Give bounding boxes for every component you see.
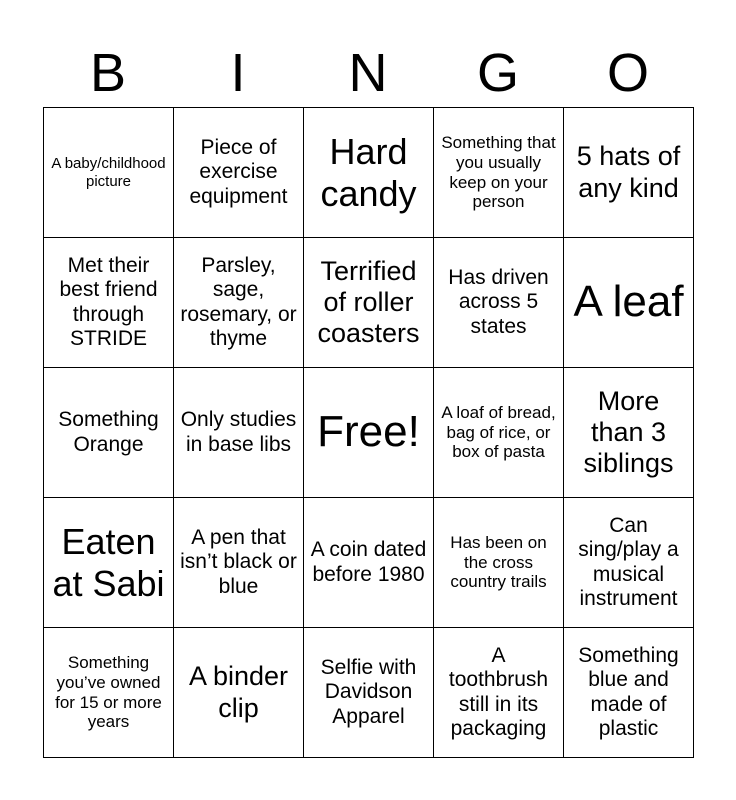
bingo-board <box>43 107 694 758</box>
bingo-cell[interactable]: Something that you usually keep on your person <box>434 108 564 238</box>
bingo-cell[interactable]: Can sing/play a musical instrument <box>564 498 694 628</box>
bingo-cell[interactable]: Something you’ve owned for 15 or more years <box>44 628 174 758</box>
header-letter-g: G <box>476 43 519 103</box>
header-letter-n: N <box>348 43 388 103</box>
bingo-cell[interactable]: Eaten at Sabi <box>44 498 174 628</box>
bingo-cell[interactable]: Has driven across 5 states <box>434 238 564 368</box>
bingo-cell[interactable]: Selfie with Davidson Apparel <box>304 628 434 758</box>
header-letter-i: I <box>230 43 246 103</box>
bingo-cell[interactable]: A leaf <box>564 238 694 368</box>
header-letter-o: O <box>606 43 649 103</box>
bingo-cell[interactable]: Something blue and made of plastic <box>564 628 694 758</box>
bingo-cell[interactable]: A binder clip <box>174 628 304 758</box>
bingo-cell[interactable]: A baby/childhood picture <box>44 108 174 238</box>
bingo-cell[interactable]: Met their best friend through STRIDE <box>44 238 174 368</box>
bingo-cell[interactable]: A coin dated before 1980 <box>304 498 434 628</box>
bingo-cell[interactable]: Piece of exercise equipment <box>174 108 304 238</box>
bingo-cell[interactable]: Terrified of roller coasters <box>304 238 434 368</box>
header-letter-b: B <box>89 43 127 103</box>
bingo-cell[interactable]: Only studies in base libs <box>174 368 304 498</box>
bingo-cell[interactable]: A loaf of bread, bag of rice, or box of pasta <box>434 368 564 498</box>
bingo-cell[interactable]: More than 3 siblings <box>564 368 694 498</box>
bingo-cell[interactable]: A toothbrush still in its packaging <box>434 628 564 758</box>
bingo-cell[interactable]: Parsley, sage, rosemary, or thyme <box>174 238 304 368</box>
bingo-header <box>43 40 693 106</box>
bingo-cell[interactable]: Hard candy <box>304 108 434 238</box>
free-space-cell[interactable]: Free! <box>304 368 434 498</box>
bingo-cell[interactable]: Something Orange <box>44 368 174 498</box>
bingo-cell[interactable]: Has been on the cross country trails <box>434 498 564 628</box>
bingo-cell[interactable]: A pen that isn’t black or blue <box>174 498 304 628</box>
bingo-cell[interactable]: 5 hats of any kind <box>564 108 694 238</box>
